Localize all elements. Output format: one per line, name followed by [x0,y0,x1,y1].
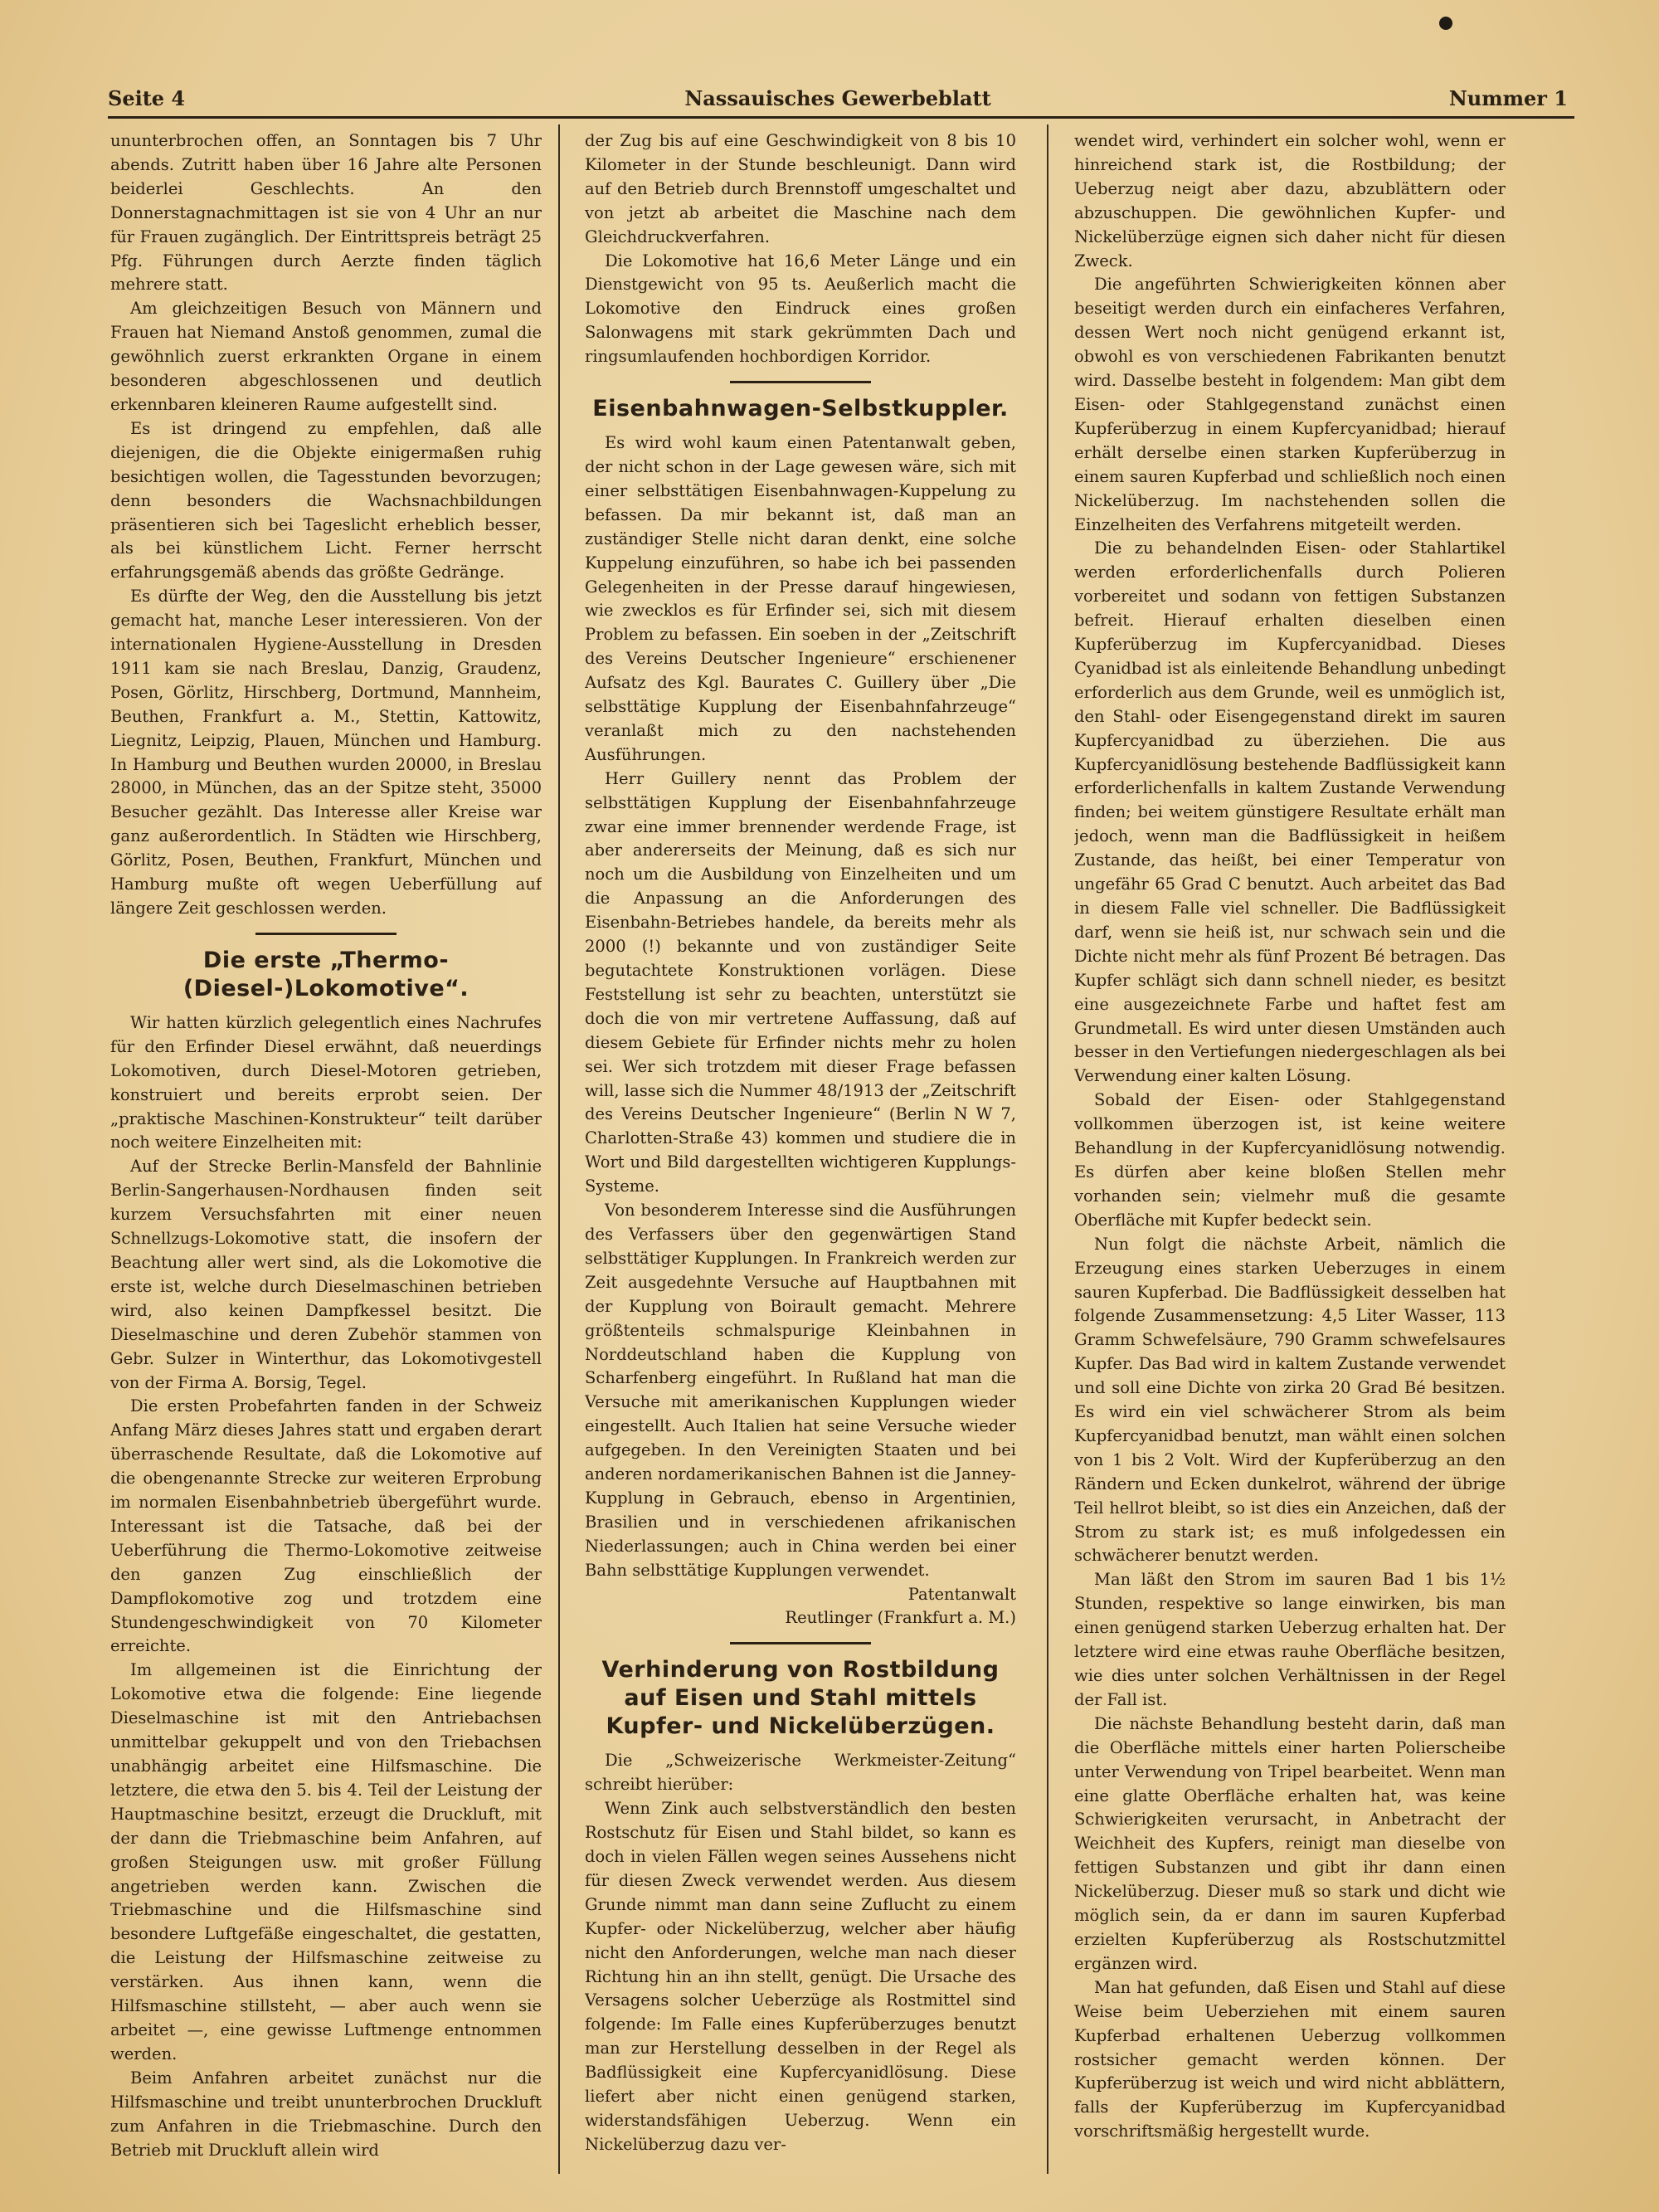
column-2 [585,129,1016,2171]
article-heading: Verhinderung von Rostbildung auf Eisen und Stahl mittels Kupfer- und Nickelüberzügen. [601,1657,1000,1740]
article-paragraph: Sobald der Eisen- oder Stahlgegenstand vollkommen überzogen ist, ist keine weitere Behandlung in der Kupfercyanidlösung notwendig. Es dürfen aber keine bloßen Stellen mehr vorhanden sein; vielmehr muß die gesamte Oberfläche mit Kupfer bedeckt sein. [1074,1090,1506,1230]
article-paragraph: Im allgemeinen ist die Einrichtung der Lokomotive etwa die folgende: Eine liegende Dieselmaschine ist mit den Antriebachsen unmittelbar gekuppelt und von den Triebachsen unabhängig arbeitet eine Hilfsmaschine. Die letztere, die etwa den 5. bis 4. Teil der Leistung der Hauptmaschine besitzt, erzeugt die Druckluft, mit der dann die Triebmaschine beim Anfahren, auf großen Steigungen usw. mit großer Füllung angetrieben werden kann. Zwischen die Triebmaschine und die Hilfsmaschine sind besondere Luftgefäße eingeschaltet, die gestatten, die Leistung der Hilfsmaschine zeitweise zu verstärken. Aus ihnen kann, wenn die Hilfsmaschine stillsteht, — aber auch wenn sie arbeitet —, eine gewisse Luftmenge entnommen werden. [110,1660,542,2063]
article-paragraph: Die zu behandelnden Eisen- oder Stahlartikel werden erforderlichenfalls durch Polieren vorbereitet und sodann von fettigen Substanzen befreit. Hierauf erhalten dieselben einen Kupferüberzug im Kupfercyanidbad. Dieses Cyanidbad ist als einleitende Behandlung unbedingt erforderlich aus dem Grunde, weil es unmöglich ist, den Stahl- oder Eisengegenstand direkt im sauren Kupfercyanidbad zu überziehen. Die aus Kupfercyanidlösung bestehende Badflüssigkeit kann erforderlichenfalls in kaltem Zustande Verwendung finden; bei weitem günstigere Resultate erhält man jedoch, wenn man die Badflüssigkeit in heißem Zustande, das heißt, bei einer Temperatur von ungefähr 65 Grad C benutzt. Auch arbeitet das Bad in diesem Falle viel schneller. Die Badflüssigkeit darf, wenn sie heiß ist, nur schwach sein und die Dichte nicht mehr als fünf Prozent Bé betragen. Das Kupfer schlägt sich dann schnell nieder, es besitzt eine ausgezeichnete Farbe und haftet fest am Grundmetall. Es wird unter diesen Umständen auch besser in den Vertiefungen niedergeschlagen als bei Verwendung einer kalten Lösung. [1074,538,1506,1086]
publication-title: Nassauisches Gewerbeblatt [684,86,991,110]
article-paragraph: der Zug bis auf eine Geschwindigkeit von 8 bis 10 Kilometer in der Stunde beschleunigt. Dann wird auf den Betrieb durch Brennstoff umgeschaltet und von jetzt ab arbeitet die Maschine nach dem Gleichdruckverfahren. [585,131,1016,246]
article-separator [730,1642,871,1644]
column-divider [1047,124,1048,2174]
ink-dot [1439,17,1452,30]
article-paragraph: Man hat gefunden, daß Eisen und Stahl auf diese Weise beim Ueberziehen mit einem sauren Kupferbad erhaltenen Ueberzug vollkommen rostsicher gemacht werden können. Der Kupferüberzug ist weich und wird nicht abblättern, falls der Kupferüberzug im Kupfercyanidbad vorschriftsmäßig hergestellt wurde. [1074,1977,1506,2141]
article-paragraph: Es ist dringend zu empfehlen, daß alle diejenigen, die die Objekte einigermaßen ruhig besichtigen wollen, die Tagesstunden bevorzugen; denn besonders die Wachsnachbildungen präsentieren sich bei Tageslicht erheblich besser, als bei künstlichem Licht. Ferner herrscht erfahrungsgemäß abends das größte Gedränge. [110,418,542,582]
article-paragraph: Die angeführten Schwierigkeiten können aber beseitigt werden durch ein einfacheres Verfahren, dessen Wert noch nicht genügend erkannt ist, obwohl es von verschiedenen Fabrikanten benutzt wird. Dasselbe besteht in folgendem: Man gibt dem Eisen- oder Stahlgegenstand zunächst einen Kupferüberzug in einem Kupfercyanidbad; hierauf erhält derselbe einen starken Kupferüberzug in einem sauren Kupferbad und schließlich noch einen Nickelüberzug. Im nachstehenden sollen die Einzelheiten des Verfahrens mitgeteilt werden. [1074,275,1506,534]
article-paragraph: Auf der Strecke Berlin-Mansfeld der Bahnlinie Berlin-Sangerhausen-Nordhausen finden seit kurzem Versuchsfahrten mit einer neuen Schnellzugs-Lokomotive statt, die insofern der Beachtung aller wert sind, als die Lokomotive die erste ist, welche durch Dieselmaschinen betrieben wird, also keinen Dampfkessel besitzt. Die Dieselmaschine und deren Zubehör stammen von Gebr. Sulzer in Winterthur, das Lokomotivgestell von der Firma A. Borsig, Tegel. [110,1157,542,1392]
article-paragraph: Man läßt den Strom im sauren Bad 1 bis 1½ Stunden, respektive so lange einwirken, bis man einen genügend starken Ueberzug erhalten hat. Der letztere wird eine etwas rauhe Oberfläche besitzen, wie dies unter solchen Verhältnissen in der Regel der Fall ist. [1074,1570,1506,1709]
article-paragraph: Von besonderem Interesse sind die Ausführungen des Verfassers über den gegenwärtigen Stand selbsttätiger Kupplungen. In Frankreich werden zur Zeit ausgedehnte Versuche auf Hauptbahnen mit der Kupplung von Boirault gemacht. Mehrere größtenteils schmalspurige Kleinbahnen in Norddeutschland haben die Kupplung von Scharfenberg eingeführt. In Rußland hat man die Versuche mit amerikanischen Kupplungen wieder eingestellt. Auch Italien hat seine Versuche wieder aufgegeben. In den Vereinigten Staaten und bei anderen nordamerikanischen Bahnen ist die Janney-Kupplung in Gebrauch, ebenso in Argentinien, Brasilien und in verschiedenen afrikanischen Niederlassungen; auch in China werden bei einer Bahn selbsttätige Kupplungen verwendet. [585,1201,1016,1580]
article-separator [255,933,397,935]
article-paragraph: Nun folgt die nächste Arbeit, nämlich die Erzeugung eines starken Ueberzuges in einem sauren Kupferbad. Die Badflüssigkeit desselben hat folgende Zusammensetzung: 4,5 Liter Wasser, 113 Gramm Schwefelsäure, 790 Gramm schwefelsaures Kupfer. Das Bad wird in kaltem Zustande verwendet und soll eine Dichte von zirka 20 Grad Bé besitzen. Es wird ein viel schwächerer Strom als beim Kupfercyanidbad benutzt, man wählt einen solchen von 1 bis 2 Volt. Wird der Kupferüberzug an den Rändern und Ecken dunkelrot, während der übrige Teil hellrot bleibt, so ist dies ein Anzeichen, daß der Strom zu stark ist; es muß infolgedessen ein schwächerer benutzt werden. [1074,1234,1506,1566]
article-paragraph: Herr Guillery nennt das Problem der selbsttätigen Kupplung der Eisenbahnfahrzeuge zwar eine immer brennender werdende Frage, ist aber andererseits der Meinung, daß es sich nur noch um die Ausbildung von Einzelheiten und um die Anpassung an die Anforderungen des Eisenbahn-Betriebes handele, da bereits mehr als 2000 (!) bekannte und von zuständiger Seite begutachtete Konstruktionen vorlägen. Diese Feststellung ist sehr zu beachten, unterstützt sie doch die von mir vertretene Auffassung, daß auf diesem Gebiete für Erfinder nichts mehr zu holen sei. Wer sich trotzdem mit dieser Frage befassen will, lasse sich die Nummer 48/1913 der „Zeitschrift des Vereins Deutscher Ingenieure“ (Berlin N W 7, Charlotten-Straße 43) kommen und studiere die in Wort und Bild dargestellten wichtigeren Kupplungs-Systeme. [585,768,1016,1196]
article-heading: Die erste „Thermo-(Diesel-)Lokomotive“. [182,947,469,1001]
column-divider [558,124,560,2174]
page-header [108,81,1568,119]
article-paragraph: Es dürfte der Weg, den die Ausstellung bis jetzt gemacht hat, manche Leser interessieren. Von der internationalen Hygiene-Ausstellung in Dresden 1911 kam sie nach Breslau, Danzig, Graudenz, Posen, Görlitz, Hirschberg, Dortmund, Mannheim, Beuthen, Frankfurt a. M., Stettin, Kattowitz, Liegnitz, Leipzig, Plauen, München und Hamburg. In Hamburg und Beuthen wurden 20000, in Breslau 28000, in München, das an der Spitze steht, 35000 Besucher gezählt. Das Interesse aller Kreise war ganz außerordentlich. In Städten wie Hirschberg, Görlitz, Posen, Beuthen, Frankfurt, München und Hamburg mußte oft wegen Ueberfüllung auf längere Zeit geschlossen werden. [110,587,542,918]
article-paragraph: Wir hatten kürzlich gelegentlich eines Nachrufes für den Erfinder Diesel erwähnt, daß neuerdings Lokomotiven, durch Diesel-Motoren getrieben, konstruiert und bereits erprobt seien. Der „praktische Maschinen-Konstrukteur“ teilt darüber noch weitere Einzelheiten mit: [110,1012,542,1152]
article-paragraph: Wenn Zink auch selbstverständlich den besten Rostschutz für Eisen und Stahl bildet, so kann es doch in vielen Fällen wegen seines Aussehens nicht für diesen Zweck verwendet werden. Aus diesem Grunde nimmt man dann seine Zuflucht zu einem Kupfer- oder Nickelüberzug, welcher aber häufig nicht den Anforderungen, welche man nach dieser Richtung hin an ihn stellt, genügt. Die Ursache des Versagens solcher Ueberzüge als Rostmittel sind folgende: Im Falle eines Kupferüberzuges benutzt man zur Herstellung desselben in der Regel als Badflüssigkeit eine Kupfercyanidlösung. Diese liefert aber nicht einen genügend starken, widerstandsfähigen Ueberzug. Wenn ein Nickelüberzug dazu ver- [585,1799,1016,2154]
article-paragraph: Die ersten Probefahrten fanden in der Schweiz Anfang März dieses Jahres statt und ergaben derart überraschende Resultate, daß die Lokomotive auf die obengenannte Strecke zur weiteren Erprobung im normalen Eisenbahnbetrieb übergeführt wurde. Interessant ist die Tatsache, daß bei der Ueberführung die Thermo-Lokomotive zeitweise den ganzen Zug einschließlich der Dampflokomotive zog und trotzdem eine Stundengeschwindigkeit von 70 Kilometer erreichte. [110,1396,542,1656]
article-signature: Patentanwalt [907,1584,1016,1604]
article-paragraph: Beim Anfahren arbeitet zunächst nur die Hilfsmaschine und treibt ununterbrochen Druckluft zum Anfahren in die Triebmaschine. Durch den Betrieb mit Druckluft allein wird [110,2068,542,2160]
article-paragraph: Die Lokomotive hat 16,6 Meter Länge und ein Dienstgewicht von 95 ts. Aeußerlich macht die Lokomotive den Eindruck eines großen Salonwagens mit stark gekrümmten Dach und ringsumlaufenden hochbordigen Korridor. [585,251,1016,367]
article-paragraph: Die „Schweizerische Werkmeister-Zeitung“ schreibt hierüber: [585,1751,1016,1795]
article-separator [730,381,871,383]
article-paragraph: Am gleichzeitigen Besuch von Männern und Frauen hat Niemand Anstoß genommen, zumal die gewöhnlich zuerst erkrankten Organe in einem besonderen abgeschlossenen und deutlich erkennbaren kleineren Raume aufgestellt sind. [110,299,542,414]
article-paragraph: wendet wird, verhindert ein solcher wohl, wenn er hinreichend stark ist, die Rostbildung; der Ueberzug neigt aber dazu, abzublättern oder abzuschuppen. Die gewöhnlichen Kupfer- und Nickelüberzüge eignen sich daher nicht für diesen Zweck. [1074,131,1506,270]
column-1 [110,129,542,2171]
article-paragraph: Es wird wohl kaum einen Patentanwalt geben, der nicht schon in der Lage gewesen wäre, sich mit einer selbsttätigen Eisenbahnwagen-Kuppelung zu befassen. Da mir bekannt ist, daß man an zuständiger Stelle nicht daran denkt, eine solche Kuppelung einzuführen, so habe ich bei passenden Gelegenheiten in der Presse darauf hingewiesen, wie zwecklos es für Erfinder sei, sich mit diesem Problem zu befassen. Ein soeben in der „Zeitschrift des Vereins Deutscher Ingenieure“ erschienener Aufsatz des Kgl. Baurates C. Guillery über „Die selbsttätige Kupplung der Eisenbahnfahrzeuge“ veranlaßt mich zu den nachstehenden Ausführungen. [585,433,1016,764]
article-paragraph: Die nächste Behandlung besteht darin, daß man die Oberfläche mittels einer harten Polierscheibe unter Verwendung von Tripel bearbeitet. Wenn man eine glatte Oberfläche erhalten hat, was keine Schwierigkeiten verursacht, in Anbetracht der Weichheit des Kupfers, reinigt man dieselbe von fettigen Substanzen und gibt ihr dann einen Nickelüberzug. Dieser muß so stark und dicht wie möglich sein, da er dann im sauren Kupferbad erzielten Kupferüberzug als Rostschutzmittel ergänzen wird. [1074,1713,1506,1973]
header-rule [108,116,1574,119]
page-number-label: Seite 4 [108,86,186,110]
article-signature: Reutlinger (Frankfurt a. M.) [785,1608,1016,1628]
article-heading: Eisenbahnwagen-Selbstkuppler. [592,396,1009,422]
column-3 [1074,129,1506,2171]
article-paragraph: ununterbrochen offen, an Sonntagen bis 7 Uhr abends. Zutritt haben über 16 Jahre alte Personen beiderlei Geschlechts. An den Donnerstagnachmittagen ist sie von 4 Uhr an nur für Frauen zugänglich. Der Eintrittspreis beträgt 25 Pfg. Führungen durch Aerzte finden täglich mehrere statt. [110,131,542,295]
issue-number-label: Nummer 1 [1448,86,1568,110]
